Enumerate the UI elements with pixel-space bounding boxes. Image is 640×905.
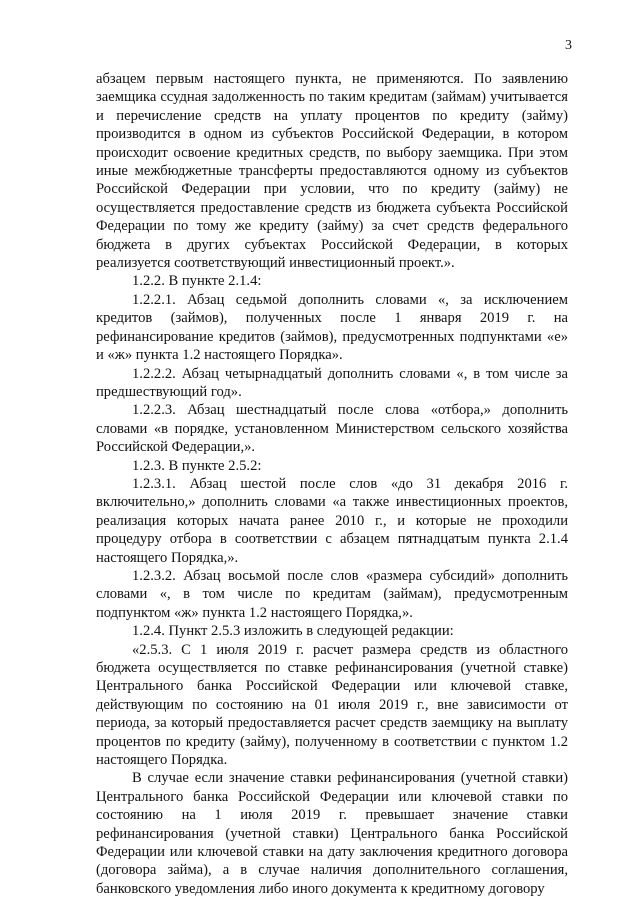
paragraph: 1.2.2.3. Абзац шестнадцатый после слова «отбора,» дополнить словами «в порядке, установленном Министерством сельского хозяйства Российской Федерации,». xyxy=(96,402,568,456)
paragraph: 1.2.3. В пункте 2.5.2: xyxy=(132,457,262,474)
paragraph: 1.2.4. Пункт 2.5.3 изложить в следующей редакции: xyxy=(132,623,454,640)
document-body xyxy=(96,70,568,898)
paragraph: 1.2.3.1. Абзац шестой после слов «до 31 декабря 2016 г. включительно,» дополнить словами «а также инвестиционных проектов, реализация которых начата ранее 2010 г., и которые не проходили процедуру отбора в соответствии с абзацем пятнадцатым пункта 2.1.4 настоящего Порядка,». xyxy=(96,475,568,566)
page-number: 3 xyxy=(565,38,572,53)
paragraph: 1.2.2.2. Абзац четырнадцатый дополнить словами «, в том числе за предшествующий год». xyxy=(96,365,568,400)
paragraph: 1.2.2.1. Абзац седьмой дополнить словами «, за исключением кредитов (займов), полученных после 1 января 2019 г. на рефинансирование кредитов (займов), предусмотренных подпунктами «е» и «ж» пункта 1.2 настоящего Порядка». xyxy=(96,291,568,364)
paragraph: абзацем первым настоящего пункта, не применяются. По заявлению заемщика ссудная задолженность по таким кредитам (займам) учитывается и перечисление средств на уплату процентов по кредиту (займу) производится в одном из субъектов Российской Федерации, в котором происходит освоение кредитных средств, по выбору заемщика. При этом иные межбюджетные трансферты предоставляются одному из субъектов Российской Федерации при условии, что по кредиту (займу) не осуществляется предоставление средств из бюджета субъекта Российской Федерации по тому же кредиту (займу) за счет средств федерального бюджета в других субъектах Российской Федерации, в которых реализуется соответствующий инвестиционный проект.». xyxy=(96,71,568,272)
paragraph: 1.2.3.2. Абзац восьмой после слов «размера субсидий» дополнить словами «, в том числе по кредитам (займам), предусмотренным подпунктом «ж» пункта 1.2 настоящего Порядка,». xyxy=(96,567,568,621)
paragraph: «2.5.3. С 1 июля 2019 г. расчет размера средств из областного бюджета осуществляется по ставке рефинансирования (учетной ставке) Центрального банка Российской Федерации или ключевой ставке, действующим по состоянию на 01 июля 2019 г., вне зависимости от периода, за который предоставляется расчет средств заемщику на выплату процентов по кредиту (займу), полученному в соответствии с пунктом 1.2 настоящего Порядка. xyxy=(96,641,568,769)
paragraph: В случае если значение ставки рефинансирования (учетной ставки) Центрального банка Российской Федерации или ключевой ставки по состоянию на 1 июля 2019 г. превышает значение ставки рефинансирования (учетной ставки) Центрального банка Российской Федерации или ключевой ставки на дату заключения кредитного договора (договора займа), а в случае наличия дополнительного соглашения, банковского уведомления либо иного документа к кредитному договору xyxy=(96,770,568,897)
paragraph: 1.2.2. В пункте 2.1.4: xyxy=(132,273,262,290)
